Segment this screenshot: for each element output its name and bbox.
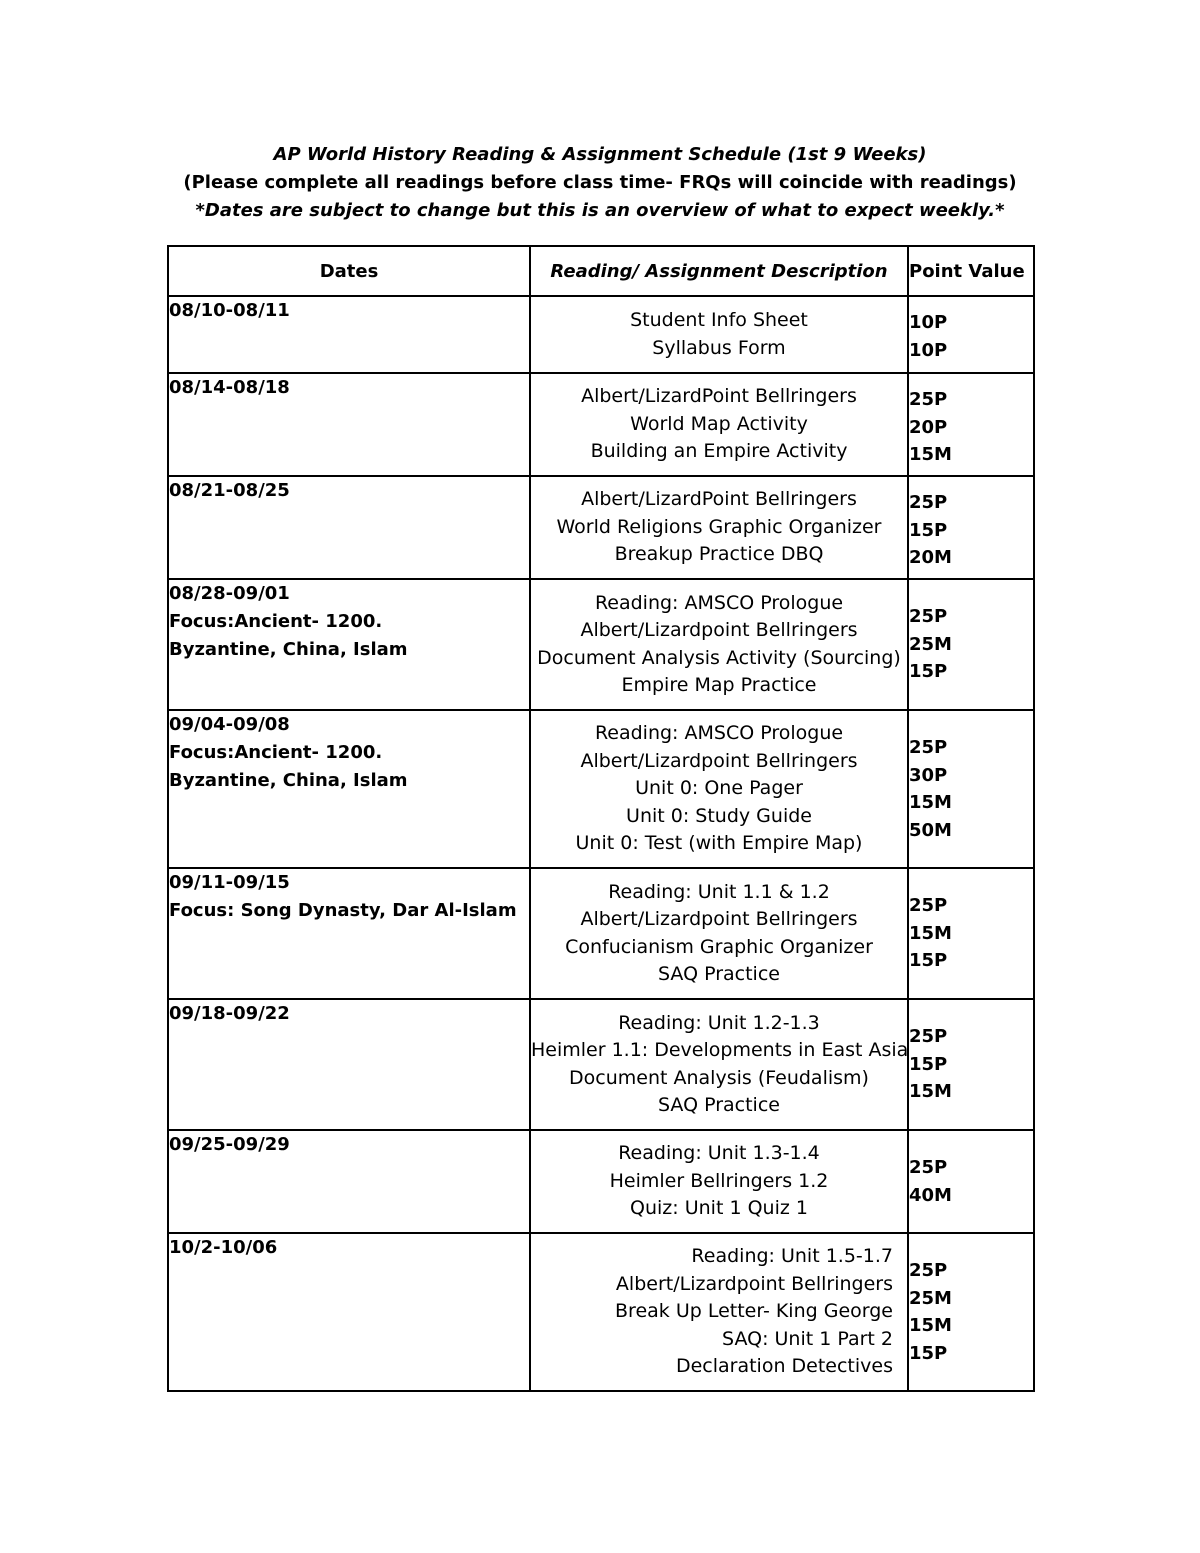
table-row <box>168 710 1034 868</box>
point-value: 25P <box>909 737 948 758</box>
focus-text: Byzantine, China, Islam <box>169 639 408 660</box>
assignment-item: Quiz: Unit 1 Quiz 1 <box>630 1197 808 1220</box>
assignment-item: Syllabus Form <box>652 336 786 359</box>
assignment-item: Albert/Lizardpoint Bellringers <box>580 619 858 641</box>
table-row <box>168 1130 1034 1233</box>
date-range: 09/25-09/29 <box>169 1134 290 1155</box>
point-value: 25P <box>909 895 948 917</box>
assignment-item: SAQ Practice <box>658 1094 780 1116</box>
table-row <box>168 296 1034 373</box>
table-row <box>168 579 1034 710</box>
points-cell <box>908 373 1034 476</box>
points-cell <box>908 1233 1034 1391</box>
point-value: 25P <box>909 1026 948 1048</box>
assignment-item: Reading: AMSCO Prologue <box>594 722 844 745</box>
point-value: 15M <box>909 922 952 944</box>
point-value: 30P <box>909 764 948 786</box>
date-range: 08/10-08/11 <box>169 300 290 321</box>
assignment-item: Unit 0: Test (with Empire Map) <box>575 832 863 855</box>
assignment-item: Albert/Lizardpoint Bellringers <box>580 749 858 772</box>
table-row <box>168 1233 1034 1391</box>
description-cell <box>530 579 908 710</box>
dates-cell <box>168 373 530 476</box>
table-row <box>168 999 1034 1130</box>
assignment-item: Albert/Lizardpoint Bellringers <box>615 1272 893 1295</box>
point-value: 15M <box>909 792 952 813</box>
description-cell <box>530 1130 908 1233</box>
schedule-table <box>167 245 1035 1392</box>
assignment-item: Reading: Unit 1.5-1.7 <box>691 1245 893 1268</box>
dates-cell <box>168 868 530 999</box>
description-cell <box>530 868 908 999</box>
table-row <box>168 476 1034 579</box>
document-subtitle: (Please complete all readings before class time- FRQs will coincide with readings) <box>183 172 1017 193</box>
assignment-item: Reading: Unit 1.3-1.4 <box>618 1142 820 1165</box>
point-value: 15P <box>909 950 948 972</box>
assignment-item: Heimler 1.1: Developments in East Asia <box>531 1039 909 1061</box>
assignment-item: Declaration Detectives <box>675 1355 893 1378</box>
description-cell <box>530 999 908 1130</box>
dates-cell <box>168 999 530 1130</box>
assignment-item: Reading: Unit 1.2-1.3 <box>618 1011 820 1034</box>
point-value: 15P <box>909 1053 948 1075</box>
assignment-item: World Religions Graphic Organizer <box>556 515 882 538</box>
point-value: 40M <box>909 1184 952 1206</box>
assignment-item: Reading: AMSCO Prologue <box>594 591 844 614</box>
assignment-item: Breakup Practice DBQ <box>614 543 824 566</box>
assignment-item: Confucianism Graphic Organizer <box>565 935 873 958</box>
assignment-item: Student Info Sheet <box>630 309 808 331</box>
date-range: 08/28-09/01 <box>169 583 290 604</box>
description-cell <box>530 296 908 373</box>
points-cell <box>908 579 1034 710</box>
description-cell <box>530 710 908 868</box>
assignment-item: SAQ: Unit 1 Part 2 <box>722 1327 893 1350</box>
assignment-item: Building an Empire Activity <box>590 440 848 463</box>
point-value: 25M <box>909 633 952 655</box>
dates-cell <box>168 1233 530 1391</box>
focus-text: Byzantine, China, Islam <box>169 770 408 791</box>
table-row <box>168 373 1034 476</box>
assignment-item: Albert/Lizardpoint Bellringers <box>580 908 858 930</box>
assignment-item: Empire Map Practice <box>621 674 817 696</box>
dates-cell <box>168 710 530 868</box>
date-range: 09/04-09/08 <box>169 714 290 735</box>
point-value: 25P <box>909 606 948 628</box>
document-note: *Dates are subject to change but this is an overview of what to expect weekly.* <box>195 200 1005 221</box>
assignment-item: SAQ Practice <box>658 963 780 985</box>
table-row <box>168 868 1034 999</box>
assignment-item: Albert/LizardPoint Bellringers <box>581 488 857 511</box>
date-range: 10/2-10/06 <box>169 1237 278 1258</box>
point-value: 15P <box>909 661 948 683</box>
assignment-item: Heimler Bellringers 1.2 <box>609 1169 829 1192</box>
date-range: 08/21-08/25 <box>169 480 290 501</box>
dates-column-header: Dates <box>168 246 530 296</box>
point-value: 20P <box>909 416 948 438</box>
description-cell <box>530 373 908 476</box>
schedule-body <box>168 296 1034 1391</box>
dates-cell <box>168 476 530 579</box>
points-column-header: Point Value <box>908 246 1034 296</box>
focus-text: Focus:Ancient- 1200. <box>169 611 383 632</box>
points-cell <box>908 1130 1034 1233</box>
description-cell <box>530 1233 908 1391</box>
dates-cell <box>168 296 530 373</box>
dates-cell <box>168 1130 530 1233</box>
date-range: 09/18-09/22 <box>169 1003 290 1024</box>
point-value: 10P <box>909 339 948 361</box>
points-cell <box>908 999 1034 1130</box>
assignment-item: Albert/LizardPoint Bellringers <box>581 385 857 408</box>
point-value: 25P <box>909 1260 948 1281</box>
assignment-item: Reading: Unit 1.1 & 1.2 <box>608 880 830 903</box>
focus-text: Focus: Song Dynasty, Dar Al-Islam <box>169 900 517 921</box>
date-range: 09/11-09/15 <box>169 872 290 893</box>
points-cell <box>908 868 1034 999</box>
point-value: 25M <box>909 1287 952 1309</box>
assignment-item: Document Analysis (Feudalism) <box>569 1066 869 1089</box>
assignment-item: World Map Activity <box>630 412 808 435</box>
point-value: 25P <box>909 389 948 410</box>
points-cell <box>908 710 1034 868</box>
point-value: 15P <box>909 519 948 541</box>
focus-text: Focus:Ancient- 1200. <box>169 742 383 763</box>
document-title: AP World History Reading & Assignment Schedule (1st 9 Weeks) <box>273 144 927 165</box>
date-range: 08/14-08/18 <box>169 377 290 398</box>
dates-cell <box>168 579 530 710</box>
table-header-row <box>168 246 1034 296</box>
point-value: 25P <box>909 492 948 513</box>
point-value: 20M <box>909 547 952 568</box>
point-value: 10P <box>909 312 948 333</box>
point-value: 15P <box>909 1342 948 1364</box>
document-header <box>0 141 1200 225</box>
point-value: 15M <box>909 444 952 465</box>
assignment-item: Break Up Letter- King George <box>615 1300 893 1323</box>
description-cell <box>530 476 908 579</box>
points-cell <box>908 476 1034 579</box>
assignment-item: Unit 0: One Pager <box>635 777 803 800</box>
assignment-item: Document Analysis Activity (Sourcing) <box>537 646 901 669</box>
assignment-item: Unit 0: Study Guide <box>626 804 812 827</box>
point-value: 15M <box>909 1081 952 1103</box>
description-column-header: Reading/ Assignment Description <box>530 246 908 296</box>
point-value: 15M <box>909 1315 952 1336</box>
points-cell <box>908 296 1034 373</box>
point-value: 50M <box>909 819 952 841</box>
point-value: 25P <box>909 1157 948 1178</box>
